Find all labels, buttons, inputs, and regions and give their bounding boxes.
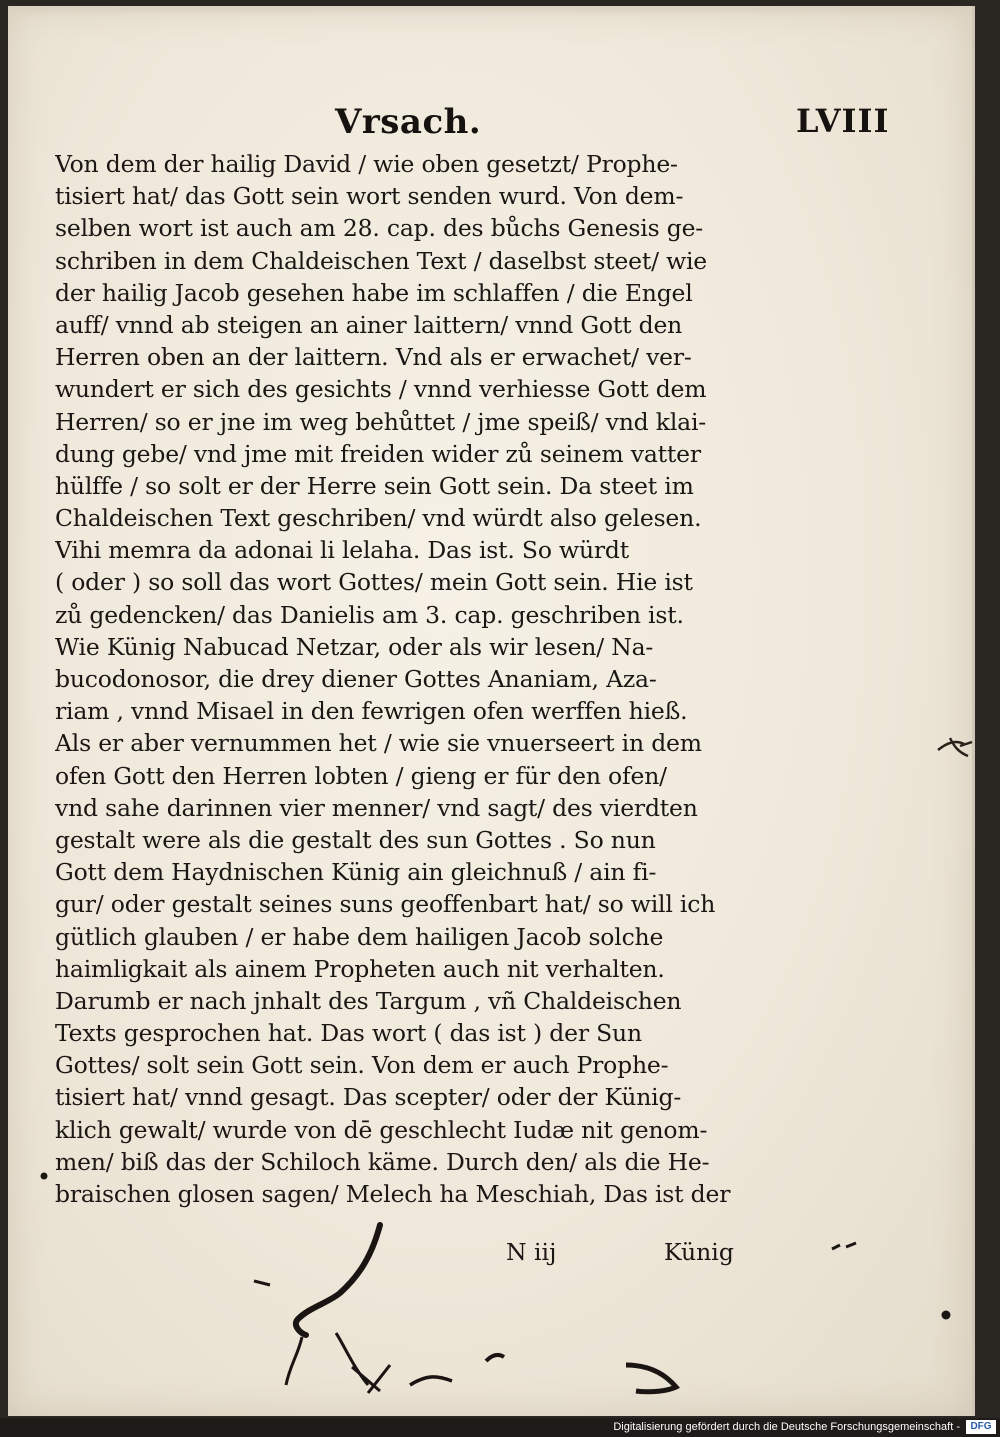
signature-mark: N iij bbox=[506, 1238, 557, 1266]
text-line: wundert er sich des gesichts / vnnd verhiesse Gott dem bbox=[55, 375, 707, 404]
text-line: Von dem der hailig David / wie oben gesetzt/ Prophe- bbox=[55, 150, 678, 178]
text-line: tisiert hat/ vnnd gesagt. Das scepter/ oder der Künig- bbox=[55, 1083, 682, 1112]
text-line: Herren/ so er jne im weg behůttet / jme speiß/ vnd klai- bbox=[55, 407, 707, 436]
text-line: braischen glosen sagen/ Melech ha Meschiah, Das ist der bbox=[55, 1180, 731, 1208]
text-line: Gottes/ solt sein Gott sein. Von dem er auch Prophe- bbox=[55, 1051, 669, 1080]
text-line: Wie Künig Nabucad Netzar, oder als wir lesen/ Na- bbox=[55, 632, 654, 661]
dfg-logo: DFG bbox=[966, 1420, 996, 1434]
digitization-credit: Digitalisierung gefördert durch die Deutsche Forschungsgemeinschaft - bbox=[613, 1421, 960, 1433]
margin-dot-mark bbox=[936, 1305, 956, 1325]
folio-number: LVIII bbox=[796, 102, 890, 140]
text-line: men/ biß das der Schiloch käme. Durch den/ als die He- bbox=[55, 1147, 710, 1176]
margin-tick-mark bbox=[828, 1235, 868, 1259]
text-line: gur/ oder gestalt seines suns geoffenbart hat/ so will ich bbox=[55, 890, 716, 919]
text-line: klich gewalt/ wurde von dē geschlecht Iudæ nit genom- bbox=[55, 1115, 708, 1144]
text-line: auff/ vnnd ab steigen an ainer laittern/ vnnd Gott den bbox=[55, 310, 683, 339]
text-line: dung gebe/ vnd jme mit freiden wider zů seinem vatter bbox=[55, 439, 701, 468]
text-line: riam , vnnd Misael in den fewrigen ofen werffen hieß. bbox=[55, 697, 688, 726]
text-line: Als er aber vernummen het / wie sie vnuerseert in dem bbox=[55, 729, 702, 758]
text-line: haimligkait als ainem Propheten auch nit verhalten. bbox=[55, 954, 665, 983]
text-line: Darumb er nach jnhalt des Targum , vñ Chaldeischen bbox=[55, 986, 682, 1015]
margin-pointer-mark bbox=[930, 728, 980, 768]
ink-scrawl bbox=[240, 1215, 700, 1415]
text-line: zů gedencken/ das Danielis am 3. cap. geschriben ist. bbox=[55, 600, 684, 629]
text-line: bucodonosor, die drey diener Gottes Ananiam, Aza- bbox=[55, 665, 657, 693]
catchword: Künig bbox=[664, 1238, 734, 1266]
text-line: schriben in dem Chaldeischen Text / daselbst steet/ wie bbox=[55, 246, 708, 275]
text-line: hülffe / so solt er der Herre sein Gott sein. Da steet im bbox=[55, 471, 694, 500]
margin-dot-mark bbox=[36, 1166, 52, 1186]
text-line: ( oder ) so soll das wort Gottes/ mein Gott sein. Hie ist bbox=[55, 568, 693, 597]
page-edge bbox=[8, 6, 972, 16]
text-line: Chaldeischen Text geschriben/ vnd würdt also gelesen. bbox=[55, 504, 702, 533]
text-line: selben wort ist auch am 28. cap. des bůchs Genesis ge- bbox=[55, 214, 704, 243]
text-line: Texts gesprochen hat. Das wort ( das ist ) der Sun bbox=[55, 1019, 642, 1048]
text-line: Gott dem Haydnischen Künig ain gleichnuß / ain fi- bbox=[55, 858, 657, 887]
text-line: Vihi memra da adonai li lelaha. Das ist. So würdt bbox=[55, 536, 630, 565]
text-line: der hailig Jacob gesehen habe im schlaffen / die Engel bbox=[55, 278, 693, 307]
text-line: Herren oben an der laittern. Vnd als er erwachet/ ver- bbox=[55, 343, 692, 372]
body-text bbox=[55, 148, 770, 1210]
text-line: gütlich glauben / er habe dem hailigen Jacob solche bbox=[55, 922, 664, 951]
text-line: gestalt were als die gestalt des sun Gottes . So nun bbox=[55, 825, 656, 854]
running-head: Vrsach. bbox=[335, 102, 482, 142]
text-line: vnd sahe darinnen vier menner/ vnd sagt/ des vierdten bbox=[55, 793, 698, 822]
text-line: ofen Gott den Herren lobten / gieng er für den ofen/ bbox=[55, 761, 667, 790]
text-line: tisiert hat/ das Gott sein wort senden wurd. Von dem- bbox=[55, 182, 684, 211]
